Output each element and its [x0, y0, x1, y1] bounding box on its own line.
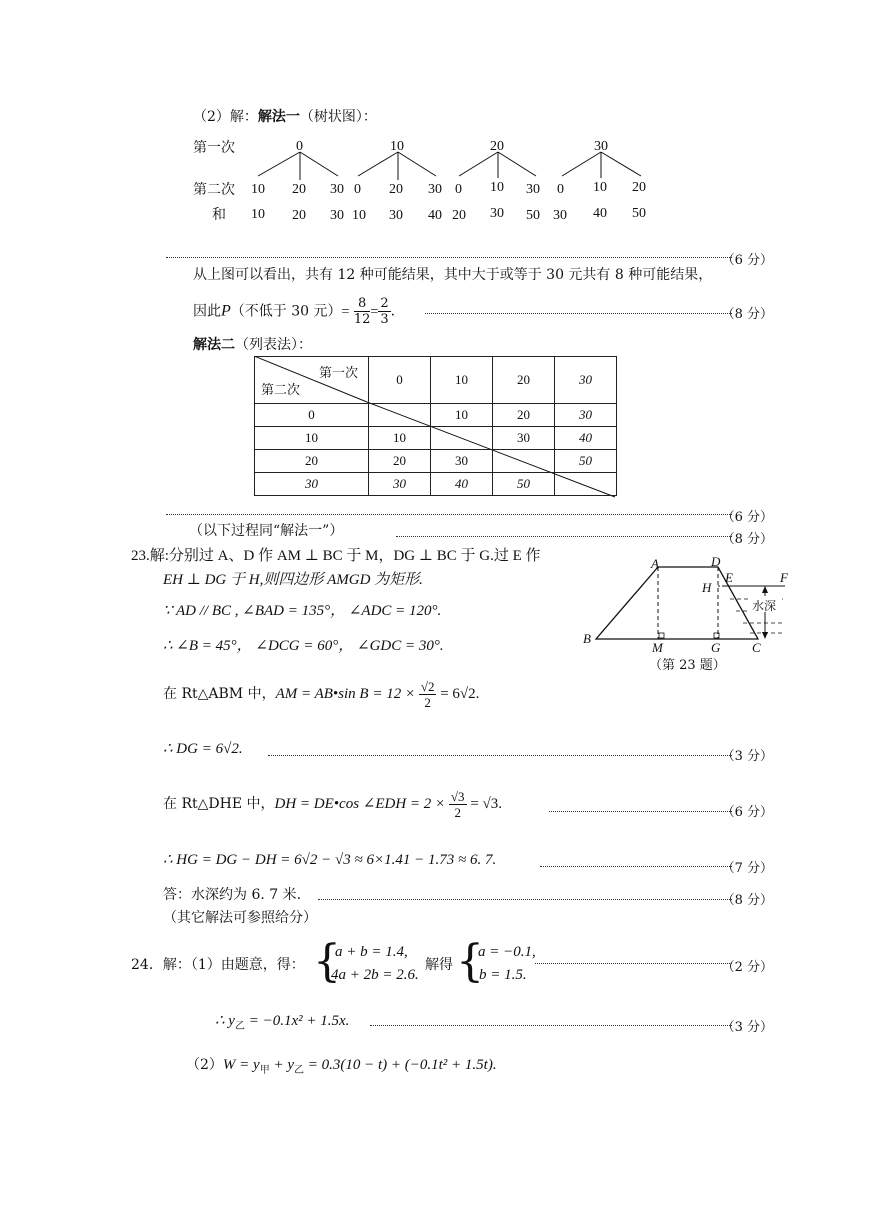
score-6b: （6 分）: [721, 510, 773, 525]
leader-dots: [425, 313, 732, 314]
y-yi-rhs: = −0.1x² + 1.5x.: [244, 1013, 350, 1029]
table-cell: 20: [493, 404, 555, 427]
tree-leaf: 30: [428, 182, 442, 197]
rt-abm-prefix: 在 Rt△ABM 中，: [163, 686, 276, 702]
observe-line: 从上图可以看出，共有 12 种可能结果，其中大于或等于 30 元共有 8 种可能结果，: [193, 267, 713, 283]
row-label: 0: [255, 404, 369, 427]
table-cell: [493, 450, 555, 473]
frac-num: 2: [380, 296, 389, 311]
tree-30: [562, 152, 641, 178]
am-result: = 6√2.: [440, 686, 480, 702]
score-3: （3 分）: [721, 749, 773, 764]
score-8b: （8 分）: [721, 532, 773, 547]
tree-10: [358, 152, 436, 180]
tree-sum: 30: [330, 208, 344, 223]
table-header: 30: [555, 357, 617, 404]
q24-sol2: b = 1.5.: [479, 967, 527, 983]
table-cell: [555, 473, 617, 496]
tree-root: 10: [390, 139, 404, 154]
tree-leaf: 0: [354, 182, 361, 197]
fraction-8-12: [354, 296, 371, 327]
tree-leaf: 0: [557, 182, 564, 197]
table-corner: [255, 357, 369, 404]
frac-num: √3: [450, 789, 465, 805]
tree-row-second-label: 第二次: [193, 182, 235, 198]
table-cell: 40: [431, 473, 493, 496]
tree-leaf: 20: [389, 182, 403, 197]
frac-num: 8: [354, 296, 371, 312]
method1-note: （树状图）：: [299, 109, 377, 125]
q24-score-2: （2 分）: [721, 960, 773, 975]
table-cell: 30: [493, 427, 555, 450]
table-cell: 10: [431, 404, 493, 427]
row-label: 10: [255, 427, 369, 450]
table-cell: 10: [369, 427, 431, 450]
part2-label: （2）: [186, 1057, 223, 1073]
q24-solve-word: 解得: [425, 957, 453, 973]
method2-title: 解法二: [193, 337, 235, 353]
tree-sum: 30: [553, 208, 567, 223]
w-expr-1: W = y: [222, 1057, 260, 1073]
part2-prefix: （2）解：: [193, 109, 258, 125]
solution-brace: {: [456, 936, 484, 987]
q23-line8: ∴ HG = DG − DH = 6√2 − √3 ≈ 6×1.41 − 1.73 ≈ 6. 7.: [163, 852, 497, 868]
tree-leaf: 30: [526, 182, 540, 197]
fraction-sqrt3-2: [449, 789, 467, 820]
leader-dots: [549, 811, 732, 812]
tree-0: [258, 152, 338, 180]
table-cell: 50: [493, 473, 555, 496]
w-expr-2: + y: [269, 1057, 294, 1073]
tree-sum: 40: [593, 206, 607, 221]
score-8a: （8 分）: [721, 307, 773, 322]
table-cell: 30: [555, 404, 617, 427]
q24-part2: [186, 1058, 497, 1076]
table-header: 10: [431, 357, 493, 404]
row-label: 30: [255, 473, 369, 496]
rt-dhe-prefix: 在 Rt△DHE 中，: [163, 796, 275, 812]
table-cell: [369, 404, 431, 427]
q23-line3: ∵ AD // BC , ∠BAD = 135°， ∠ADC = 120°.: [163, 603, 442, 619]
fig-label-c: C: [752, 640, 761, 655]
leader-dots: [166, 257, 732, 258]
method2-note: （列表法）：: [235, 337, 312, 353]
same-process-note: （以下过程同“解法一”）: [189, 523, 344, 539]
tree-leaf: 20: [292, 182, 306, 197]
tree-sum: 10: [251, 207, 265, 222]
q23-line5: [163, 676, 479, 712]
dh-result: = √3.: [470, 796, 503, 812]
tree-leaf: 20: [632, 180, 646, 195]
corner-top: 第一次: [318, 366, 358, 381]
tree-sum: 20: [292, 208, 306, 223]
fig-label-d: D: [711, 554, 721, 569]
sub-jia: 甲: [259, 1065, 270, 1076]
q24-prefix: 24．解：（1）由题意，得：: [131, 957, 305, 973]
tree-root: 30: [594, 139, 608, 154]
sub-yi: 乙: [234, 1021, 245, 1032]
score-6: （6 分）: [721, 805, 773, 820]
am-expr: AM = AB•sin B = 12 ×: [275, 686, 416, 702]
frac-den: 3: [380, 312, 389, 327]
tree-row-first-label: 第一次: [193, 140, 235, 156]
w-expr-3: = 0.3(10 − t) + (−0.1t² + 1.5t).: [303, 1057, 497, 1073]
leader-dots: [318, 899, 732, 900]
leader-dots: [166, 514, 732, 515]
leader-dots: [396, 536, 732, 537]
q23-other-methods: （其它解法可参照给分）: [163, 910, 317, 926]
tree-leaf: 30: [330, 182, 344, 197]
q24-sol1: a = −0.1,: [478, 944, 536, 960]
table-header: 0: [369, 357, 431, 404]
table-cell: [431, 427, 493, 450]
tree-leaf: 10: [593, 180, 607, 195]
score-8: （8 分）: [721, 893, 773, 908]
leader-dots: [540, 866, 732, 867]
tree-root: 20: [490, 139, 504, 154]
table-cell: 30: [369, 473, 431, 496]
period: .: [390, 303, 396, 320]
fig-label-e: E: [725, 570, 733, 585]
q23-line6: ∴ DG = 6√2.: [163, 741, 243, 757]
q23-line2: EH ⊥ DG 于 H,则四边形 AMGD 为矩形.: [163, 572, 423, 588]
tree-sum: 30: [490, 206, 504, 221]
tree-sum: 50: [526, 208, 540, 223]
tree-sum: 50: [632, 206, 646, 221]
p-symbol: P: [221, 302, 231, 320]
tree-sum: 30: [389, 208, 403, 223]
table-cell: 40: [555, 427, 617, 450]
fig-caption: （第 23 题）: [649, 658, 726, 673]
fig-label-f: F: [780, 570, 788, 585]
frac-den: 12: [353, 312, 371, 327]
system-brace: {: [313, 936, 341, 987]
q23-line1: 23.解:分别过 A、D 作 AM ⊥ BC 于 M，DG ⊥ BC 于 G.过 E 作: [131, 548, 541, 564]
q24-eq2: 4a + 2b = 2.6.: [331, 967, 419, 983]
corner-bottom: 第二次: [261, 383, 301, 398]
tree-leaf: 0: [455, 182, 462, 197]
leader-dots: [268, 755, 732, 756]
q24-score-3: （3 分）: [721, 1020, 773, 1035]
p-cond: （不低于 30 元）: [230, 303, 342, 320]
frac-den: 2: [454, 805, 461, 821]
q23-answer: 答：水深约为 6. 7 米.: [163, 887, 302, 903]
tree-root: 0: [296, 139, 303, 154]
table-header: 20: [493, 357, 555, 404]
frac-num: √2: [420, 679, 435, 695]
table-cell: 20: [369, 450, 431, 473]
table-cell: 30: [431, 450, 493, 473]
fig-label-m: M: [652, 640, 663, 655]
part2-intro: [193, 110, 377, 124]
dh-expr: DH = DE•cos ∠EDH = 2 ×: [274, 796, 446, 812]
tree-20: [459, 152, 536, 178]
score-6a: （6 分）: [721, 253, 773, 268]
fraction-2-3: [378, 296, 390, 327]
tree-sum: 40: [428, 208, 442, 223]
y-symbol: ∴ y: [215, 1013, 235, 1029]
table-cell: 50: [555, 450, 617, 473]
fig-water-depth-label: 水深: [752, 599, 777, 613]
fig-label-g: G: [711, 640, 721, 655]
tree-leaf: 10: [251, 182, 265, 197]
row-label: 20: [255, 450, 369, 473]
leader-dots: [370, 1025, 732, 1026]
outcome-table: [254, 356, 617, 496]
method1-title: 解法一: [257, 109, 300, 125]
fig-label-h: H: [702, 580, 712, 595]
p-prefix: 因此: [193, 303, 221, 320]
q24-y-yi: [215, 1014, 349, 1032]
probability-line: [193, 296, 395, 327]
score-7: （7 分）: [721, 861, 773, 876]
fig-label-b: B: [583, 631, 591, 646]
tree-sum: 10: [352, 208, 366, 223]
equals-sign: =: [370, 304, 379, 320]
q23-line7: [163, 786, 502, 822]
tree-sum: 20: [452, 208, 466, 223]
method2-heading: [193, 338, 312, 352]
frac-den: 2: [424, 695, 431, 711]
leader-dots: [535, 963, 732, 964]
fig-label-a: A: [651, 556, 659, 571]
q23-line4: ∴ ∠B = 45°， ∠DCG = 60°， ∠GDC = 30°.: [163, 638, 444, 654]
q24-eq1: a + b = 1.4,: [335, 944, 408, 960]
sub-yi: 乙: [293, 1065, 304, 1076]
tree-row-sum-label: 和: [212, 207, 226, 223]
fraction-sqrt2-2: [419, 679, 437, 710]
tree-leaf: 10: [490, 180, 504, 195]
equals-sign: =: [341, 304, 350, 320]
